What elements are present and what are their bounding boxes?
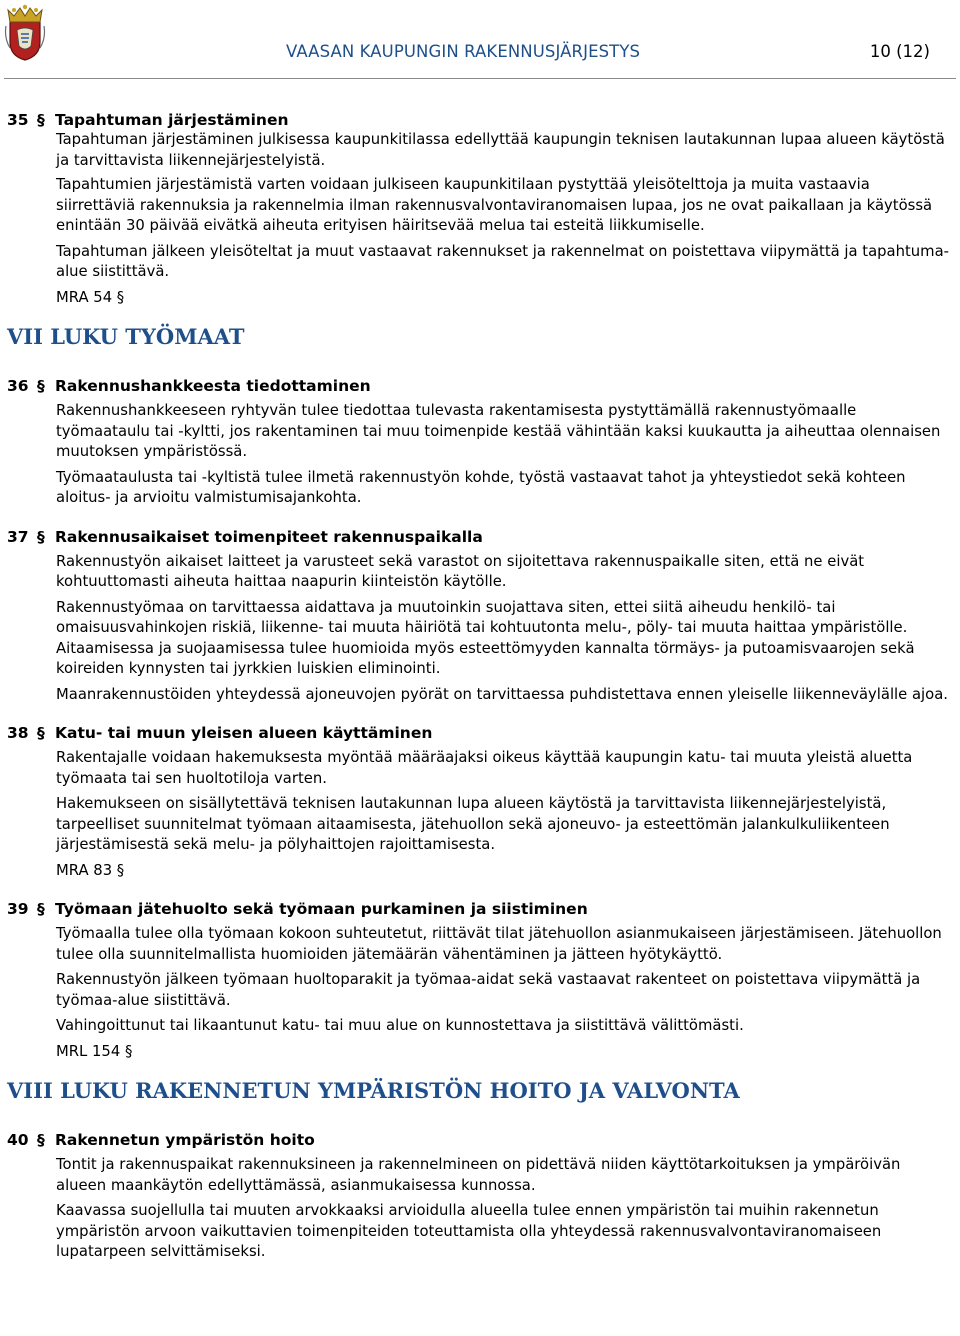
paragraph: Hakemukseen on sisällytettävä teknisen lautakunnan lupa alueen käytöstä ja tarvittavista liikennejärjestelyistä, tarpeelliset suunnitelmat työmaan aitaamisesta, jätehuollon sekä ajoneuvo- ja esteettömän jalankulkuliikenteen järjestämisestä sekä melu- ja pölyhaittojen rajoittamisesta. [56, 795, 890, 853]
section-37-heading [7, 527, 953, 547]
legal-reference: MRA 83 § [56, 861, 125, 879]
section-number: 40 [7, 1131, 29, 1149]
section-symbol: § [37, 1131, 45, 1149]
legal-reference: MRA 54 § [56, 288, 125, 306]
chapter-heading-vii: VII LUKU TYÖMAAT [7, 324, 245, 349]
paragraph: Tontit ja rakennuspaikat rakennuksineen ja rakennelmineen on pidettävä niiden käyttötarkoituksen ja ympäröivän alueen maankäytön edellyttämässä, asianmukaisessa kunnossa. [56, 1156, 901, 1194]
section-title: Rakennetun ympäristön hoito [55, 1131, 315, 1149]
section-symbol: § [37, 724, 45, 742]
section-symbol: § [37, 377, 45, 395]
section-title: Katu- tai muun yleisen alueen käyttäminen [55, 724, 433, 742]
header-divider [4, 78, 956, 79]
section-number: 36 [7, 377, 29, 395]
paragraph: Rakennustyön jälkeen työmaan huoltoparakit ja työmaa-aidat sekä vastaavat rakenteet on poistettava viipymättä ja työmaa-alue siistittävä. [56, 971, 921, 1009]
paragraph: Vahingoittunut tai likaantunut katu- tai muu alue on kunnostettava ja siistittävä välittömästi. [56, 1017, 744, 1034]
paragraph: Tapahtumien järjestämistä varten voidaan julkiseen kaupunkitilaan pystyttää yleisötelttoja ja muita vastaavia siirrettäviä rakennuksia ja rakennelmia ilman rakennusvalvontaviranomaisen lupaa, jos ne ovat paikallaan ja käytössä enintään 30 päivää eivätkä aiheuta erityisen häiritsevää melua tai esteitä liikkumiselle. [56, 176, 933, 234]
paragraph: Työmaalla tulee olla työmaan kokoon suhteutetut, riittävät tilat jätehuollon asianmukaiseen järjestämiseen. Jätehuollon tulee olla suunnitelmallista huomioiden jätemäärän vähentäminen ja jätteen hyötykäyttö. [56, 925, 942, 963]
paragraph: Maanrakennustöiden yhteydessä ajoneuvojen pyörät on tarvittaessa puhdistettava ennen yleiselle liikenneväylälle ajoa. [56, 685, 948, 703]
coat-of-arms-icon [4, 2, 46, 62]
section-number: 37 [7, 527, 29, 546]
section-number: 39 [7, 900, 29, 918]
section-title: Rakennushankkeesta tiedottaminen [55, 377, 371, 395]
section-36-heading [7, 376, 953, 396]
section-title: Työmaan jätehuolto sekä työmaan purkaminen ja siistiminen [55, 900, 588, 918]
section-symbol: § [37, 900, 45, 918]
paragraph: Tapahtuman järjestäminen julkisessa kaupunkitilassa edellyttää kaupungin teknisen lautakunnan lupaa alueen käytöstä ja tarvittavista liikennejärjestelyistä. [56, 131, 945, 169]
paragraph: Kaavassa suojellulla tai muuten arvokkaaksi arvioidulla alueella tulee ennen ympäristön tai muihin rakennetun ympäristön arvoon vaikuttavien toimenpiteiden toteuttamista olla yhteydessä rakennusvalvontaviranomaiseen lupatarpeen selvittämiseksi. [56, 1202, 882, 1260]
section-title: Rakennusaikaiset toimenpiteet rakennuspaikalla [55, 527, 483, 546]
section-symbol: § [37, 111, 45, 129]
page-number: 10 (12) [869, 42, 930, 61]
paragraph: Tapahtuman jälkeen yleisöteltat ja muut vastaavat rakennukset ja rakennelmat on poistettava viipymättä ja tapahtuma-alue siistittävä. [56, 242, 949, 280]
section-35-heading [7, 110, 953, 130]
paragraph: Rakentajalle voidaan hakemuksesta myöntää määräajaksi oikeus käyttää kaupungin katu- tai muuta yleistä aluetta työmaata tai sen huoltotiloja varten. [56, 749, 913, 787]
section-38-heading [7, 723, 953, 743]
section-symbol: § [37, 527, 45, 546]
page-header [0, 0, 960, 80]
section-number: 38 [7, 724, 29, 742]
section-40-heading [7, 1130, 953, 1150]
section-39-heading [7, 899, 953, 919]
paragraph: Työmaataulusta tai -kyltistä tulee ilmetä rakennustyön kohde, työstä vastaavat tahot ja yhteystiedot sekä kohteen aloitus- ja arvioitu valmistumisajankohta. [56, 468, 906, 506]
document-title: VAASAN KAUPUNGIN RAKENNUSJÄRJESTYS [286, 42, 641, 61]
legal-reference: MRL 154 § [56, 1042, 133, 1060]
paragraph: Rakennustyön aikaiset laitteet ja varusteet sekä varastot on sijoitettava rakennuspaikalle siten, että ne eivät kohtuuttomasti aiheuta haittaa naapurin kiinteistön käytölle. [56, 552, 865, 590]
paragraph: Rakennustyömaa on tarvittaessa aidattava ja muutoinkin suojattava siten, ettei siitä aiheudu henkilö- tai omaisuusvahinkojen riskiä, liikenne- tai muuta häiriötä tai kohtuutonta melu-, pöly- tai muuta haittaa ympäristölle. Aitaamisessa ja suojaamisessa tulee huomioida myös esteettömyyden kannalta törmäys- ja putoamisvaarojen sekä koireiden kynnysten tai jyrkkien luiskien eliminointi. [56, 598, 915, 677]
chapter-heading-viii: VIII LUKU RAKENNETUN YMPÄRISTÖN HOITO JA VALVONTA [7, 1078, 740, 1103]
section-title: Tapahtuman järjestäminen [55, 111, 289, 129]
paragraph: Rakennushankkeeseen ryhtyvän tulee tiedottaa tulevasta rakentamisesta pystyttämällä rakennustyömaalle työmaataulu tai -kyltti, jos rakentaminen tai muu toimenpide kestää vähintään kaksi kuukautta ja aiheuttaa olennaisen muutoksen ympäristössä. [56, 402, 941, 460]
section-number: 35 [7, 111, 29, 129]
document-body [7, 110, 953, 1268]
